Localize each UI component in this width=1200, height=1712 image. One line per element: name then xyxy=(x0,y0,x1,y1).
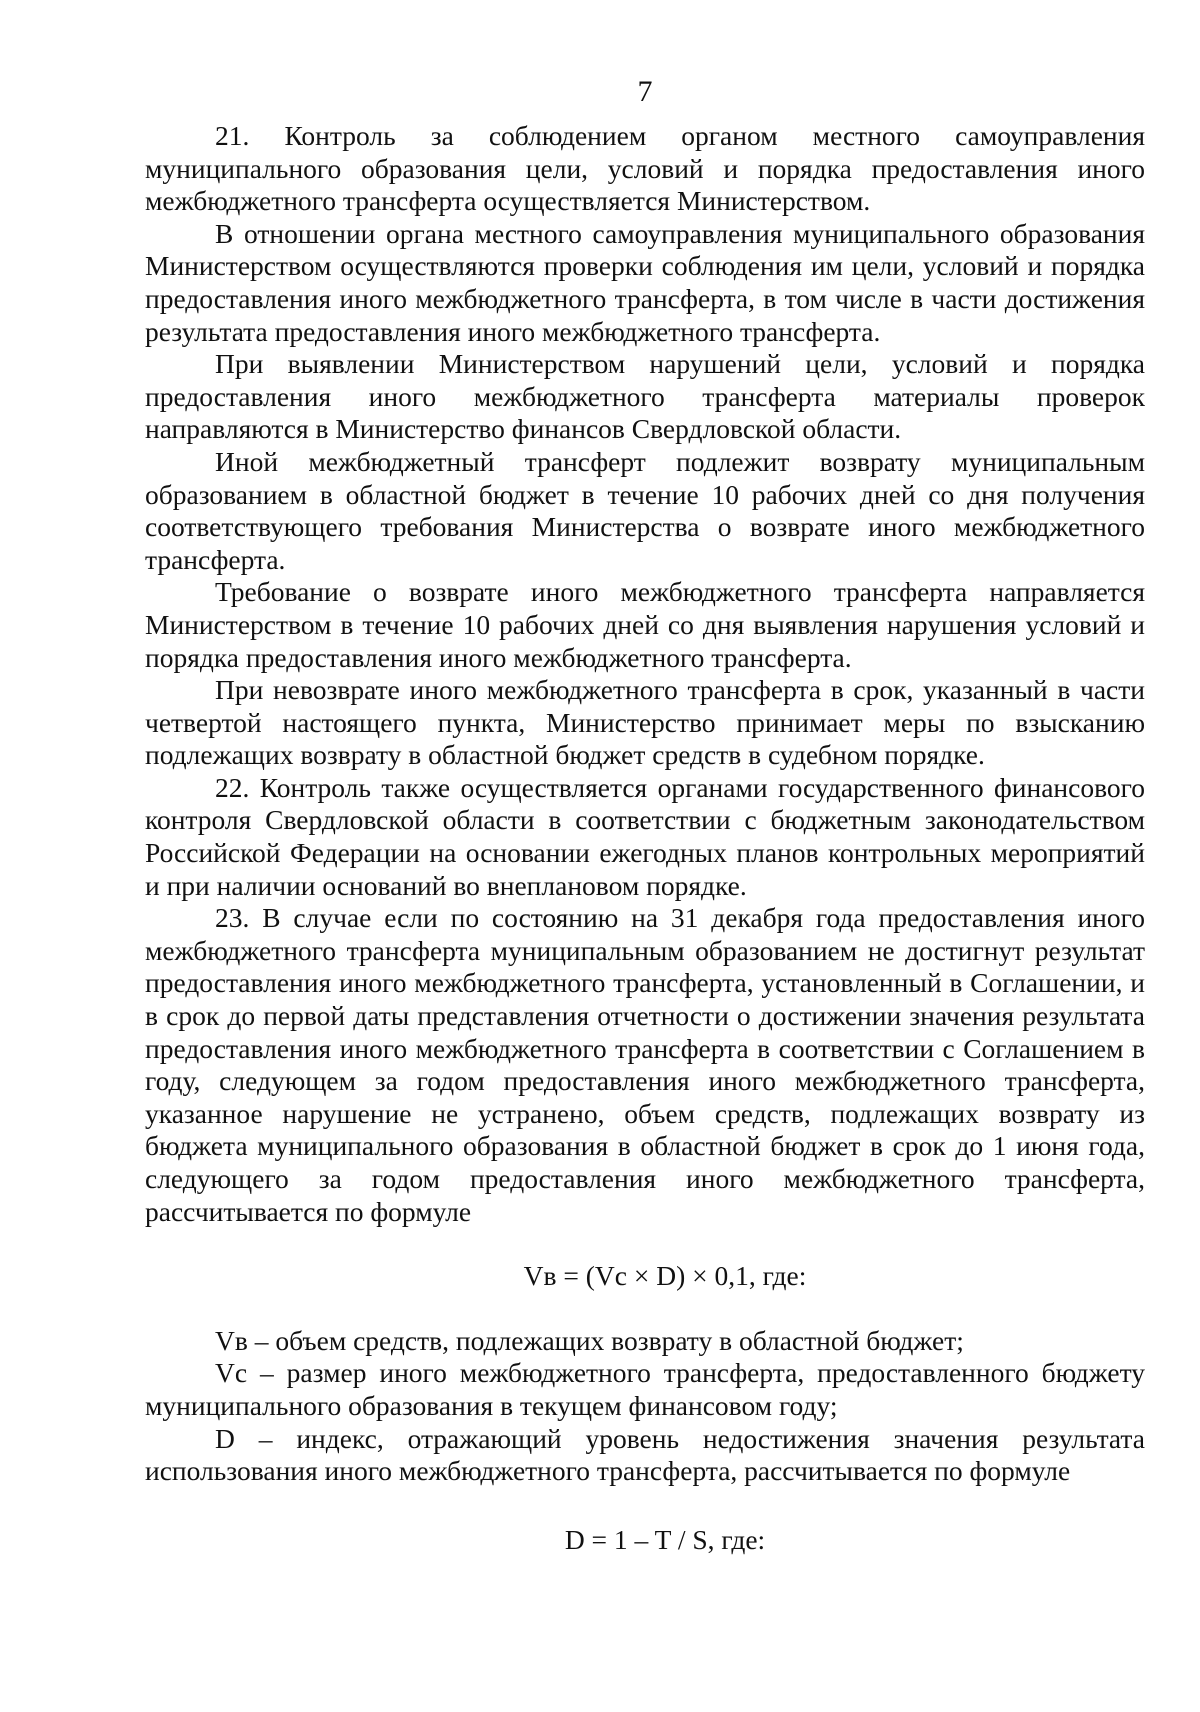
paragraph-21-nonreturn: При невозврате иного межбюджетного трансферта в срок, указанный в части четвертой настоящего пункта, Министерство принимает меры по взысканию подлежащих возврату в областной бюджет средств в судебном порядке. xyxy=(145,674,1145,771)
formula-index: D = 1 – T / S, где: xyxy=(564,1523,766,1555)
paragraph-21-return: Иной межбюджетный трансферт подлежит возврату муниципальным образованием в областной бюджет в течение 10 рабочих дней со дня получения соответствующего требования Министерства о возврате иного межбюджетного трансферта. xyxy=(145,445,1145,575)
paragraph-21-requirement: Требование о возврате иного межбюджетного трансферта направляется Министерством в течение 10 рабочих дней со дня выявления нарушения условий и порядка предоставления иного межбюджетного трансферта. xyxy=(145,576,1145,673)
definition-d: D – индекс, отражающий уровень недостижения значения результата использования иного межбюджетного трансферта, рассчитывается по формуле xyxy=(145,1422,1145,1487)
paragraph-21-violations: При выявлении Министерством нарушений цели, условий и порядка предоставления иного межбюджетного трансферта материалы проверок направляются в Министерство финансов Свердловской области. xyxy=(145,348,1145,445)
paragraph-21: 21. Контроль за соблюдением органом местного самоуправления муниципального образования цели, условий и порядка предоставления иного межбюджетного трансферта осуществляется Министерством. xyxy=(145,120,1145,217)
definition-vc: Vс – размер иного межбюджетного трансферта, предоставленного бюджету муниципального образования в текущем финансовом году; xyxy=(145,1357,1145,1421)
paragraph-22: 22. Контроль также осуществляется органами государственного финансового контроля Свердловской области в соответствии с бюджетным законодательством Российской Федерации на основании ежегодных планов контрольных мероприятий и при наличии оснований во внеплановом порядке. xyxy=(145,771,1145,901)
document-body xyxy=(145,120,1145,1556)
formula-volume: Vв = (Vс × D) × 0,1, где: xyxy=(523,1260,807,1292)
page-number: 7 xyxy=(637,75,653,108)
paragraph-21-checks: В отношении органа местного самоуправления муниципального образования Министерством осуществляются проверки соблюдения им цели, условий и порядка предоставления иного межбюджетного трансферта, в том числе в части достижения результата предоставления иного межбюджетного трансферта. xyxy=(145,217,1145,347)
definition-vv: Vв – объем средств, подлежащих возврату в областной бюджет; xyxy=(215,1324,964,1356)
paragraph-23: 23. В случае если по состоянию на 31 декабря года предоставления иного межбюджетного трансферта муниципальным образованием не достигнут результат предоставления иного межбюджетного трансферта, установленный в Соглашении, и в срок до первой даты представления отчетности о достижении значения результата предоставления иного межбюджетного трансферта в соответствии с Соглашением в году, следующем за годом предоставления иного межбюджетного трансферта, указанное нарушение не устранено, объем средств, подлежащих возврату из бюджета муниципального образования в областной бюджет в срок до 1 июня года, следующего за годом предоставления иного межбюджетного трансферта, рассчитывается по формуле xyxy=(145,902,1145,1227)
